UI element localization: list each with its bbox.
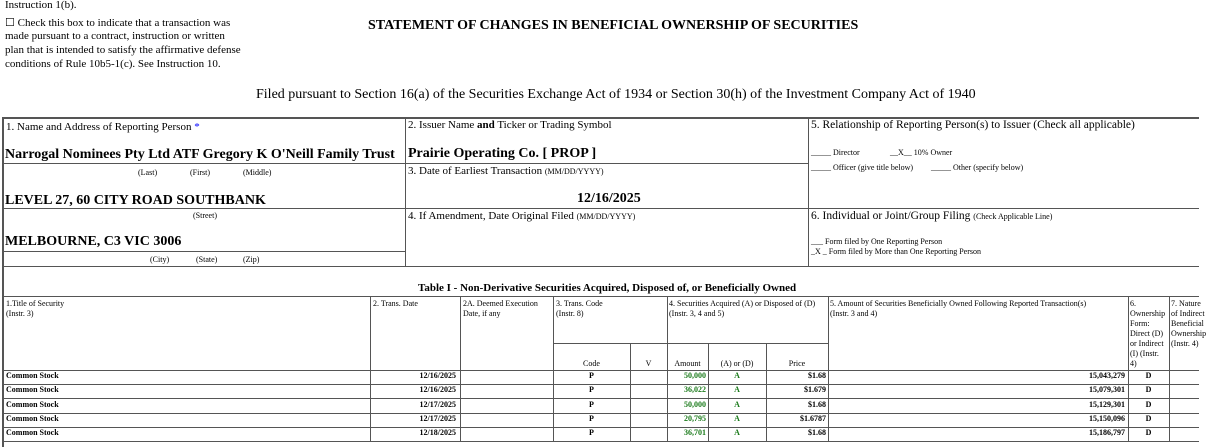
col-ownership-form-header: 6. Ownership Form: Direct (D) or Indirect (I) (Instr. 4) [1130,299,1166,368]
cell-title: Common Stock [6,414,59,423]
zip-label: (Zip) [243,255,260,264]
note-line: conditions of Rule 10b5-1(c). See Instruction 10. [5,58,221,70]
box4-label: 4. If Amendment, Date Original Filed (MM/DD/YYYY) [408,210,636,222]
city-label: (City) [150,255,170,264]
box6-label: 6. Individual or Joint/Group Filing (Check Applicable Line) [811,210,1053,222]
cell-date: 12/17/2025 [419,414,456,423]
cell-code: P [589,428,594,437]
director-option: _____ Director [811,148,860,157]
note-line: made pursuant to a contract, instruction or written [5,30,225,42]
one-person-option: ___ Form filed by One Reporting Person [811,237,943,246]
cell-owned: 15,150,096 [1089,414,1125,423]
form-title: STATEMENT OF CHANGES IN BENEFICIAL OWNERSHIP OF SECURITIES [368,18,859,33]
col-deemed-date-header: 2A. Deemed Execution Date, if any [463,299,538,318]
other-option: _____ Other (specify below) [931,163,1024,172]
cell-ad: A [734,385,740,394]
cell-amount: 36,701 [684,428,706,437]
cell-date: 12/16/2025 [419,371,456,380]
a-or-d-subheader: (A) or (D) [720,359,754,368]
cell-owned: 15,186,797 [1089,428,1125,437]
instruction-text: Instruction 1(b). [5,0,77,11]
cell-title: Common Stock [6,428,59,437]
checkbox[interactable]: ☐ [5,17,15,29]
cell-amount: 50,000 [684,371,706,380]
box2-label: 2. Issuer Name and Ticker or Trading Symbol [408,119,612,131]
cell-date: 12/17/2025 [419,400,456,409]
col-trans-code-header: 3. Trans. Code (Instr. 8) [556,299,603,318]
state-label: (State) [196,255,218,264]
cell-amount: 20,795 [684,414,706,423]
cell-price: $1.68 [808,371,826,380]
last-label: (Last) [138,168,158,177]
middle-label: (Middle) [243,168,272,177]
table-title: Table I - Non-Derivative Securities Acquired, Disposed of, or Beneficially Owned [418,282,797,294]
amount-subheader: Amount [674,359,701,368]
cell-form: D [1145,414,1152,423]
cell-form: D [1145,385,1152,394]
code-subheader: Code [583,359,600,368]
cell-amount: 50,000 [684,400,706,409]
cell-form: D [1145,428,1152,437]
cell-title: Common Stock [6,400,59,409]
cell-amount: 36,022 [684,385,706,394]
cell-title: Common Stock [6,385,59,394]
col-securities-acquired-header: 4. Securities Acquired (A) or Disposed of (D) (Instr. 3, 4 and 5) [669,299,816,318]
multiple-persons-option: _X _ Form filed by More than One Reporting Person [811,247,981,256]
cell-code: P [589,400,594,409]
box3-label: 3. Date of Earliest Transaction (MM/DD/YYYY) [408,165,604,177]
col-trans-date-header: 2. Trans. Date [373,299,418,308]
v-subheader: V [645,359,652,368]
note-line: plan that is intended to satisfy the affirmative defense [5,44,241,56]
cell-ad: A [734,371,740,380]
cell-date: 12/18/2025 [419,428,456,437]
cell-code: P [589,371,594,380]
street-label: (Street) [193,211,217,220]
cell-owned: 15,129,301 [1089,400,1125,409]
asterisk-link[interactable]: * [194,121,200,133]
10b5-1-checkbox-row[interactable] [5,16,230,29]
col-title-header: 1.Title of Security (Instr. 3) [6,299,65,318]
first-label: (First) [190,168,210,177]
cell-ad: A [734,414,740,423]
price-subheader: Price [788,359,806,368]
street-value: LEVEL 27, 60 CITY ROAD SOUTHBANK [5,193,266,208]
cell-price: $1.68 [808,400,826,409]
reporting-person-name: Narrogal Nominees Pty Ltd ATF Gregory K O'Neill Family Trust [5,147,395,162]
cell-price: $1.68 [808,428,826,437]
form-subtitle: Filed pursuant to Section 16(a) of the Securities Exchange Act of 1934 or Section 30(h) of the Investment Company Act of 1940 [256,87,976,102]
cell-date: 12/16/2025 [419,385,456,394]
cell-ad: A [734,400,740,409]
box1-label: 1. Name and Address of Reporting Person * [6,121,200,133]
cell-owned: 15,079,301 [1089,385,1125,394]
cell-form: D [1145,371,1152,380]
earliest-transaction-date: 12/16/2025 [577,191,641,206]
cell-form: D [1145,400,1152,409]
cell-code: P [589,385,594,394]
cell-ad: A [734,428,740,437]
checkbox-label: Check this box to indicate that a transaction was [17,17,231,29]
city-value: MELBOURNE, C3 VIC 3006 [5,234,182,249]
officer-option: _____ Officer (give title below) [811,163,914,172]
cell-price: $1.6787 [800,414,826,423]
box5-label: 5. Relationship of Reporting Person(s) to Issuer (Check all applicable) [811,119,1135,131]
cell-code: P [589,414,594,423]
ten-percent-owner-option: __X__ 10% Owner [890,148,953,157]
cell-price: $1.679 [804,385,826,394]
col-nature-header: 7. Nature of Indirect Beneficial Ownership (Instr. 4) [1171,299,1206,348]
cell-owned: 15,043,279 [1089,371,1125,380]
cell-title: Common Stock [6,371,59,380]
col-amount-owned-header: 5. Amount of Securities Beneficially Owned Following Reported Transaction(s) (Instr. 3 and 4) [830,299,1087,318]
issuer-name: Prairie Operating Co. [ PROP ] [408,146,597,161]
